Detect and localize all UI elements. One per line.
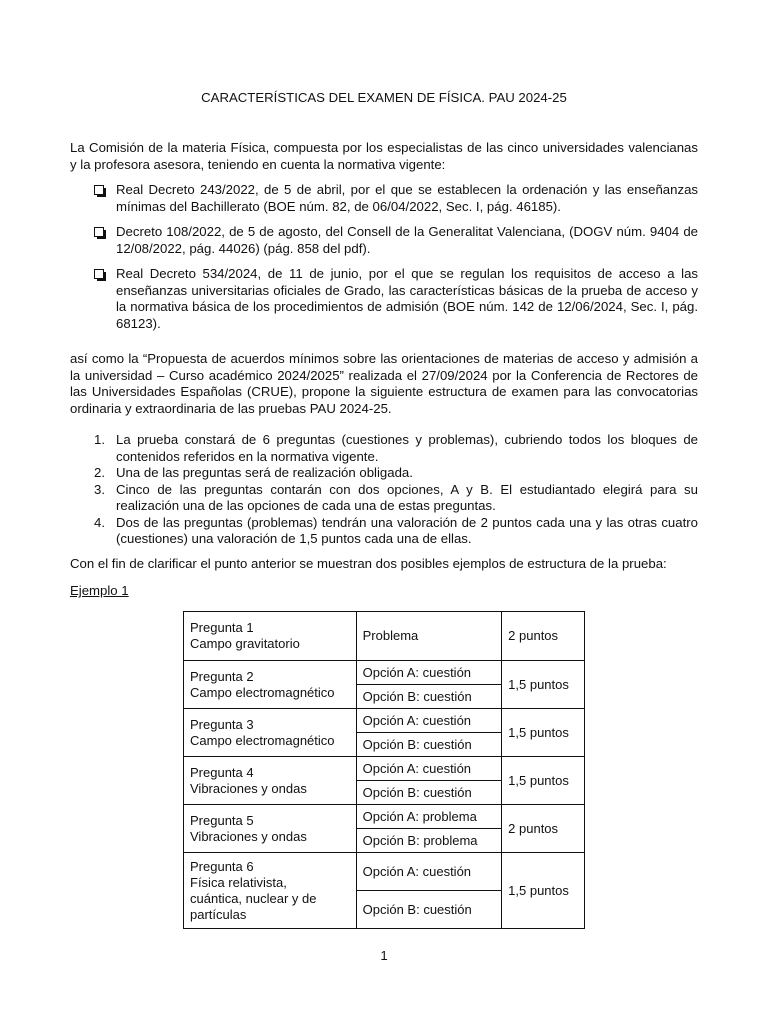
- table-row: [184, 612, 585, 661]
- option-b-cell: Opción B: problema: [356, 829, 502, 853]
- option-a-cell: Opción A: cuestión: [356, 757, 502, 781]
- question-cell: [184, 853, 357, 929]
- exam-structure-table: [183, 611, 585, 929]
- question-topic: Vibraciones y ondas: [190, 780, 307, 796]
- regulation-list: [94, 182, 698, 341]
- question-topic: cuántica, nuclear y de: [190, 890, 317, 906]
- list-item-text: Real Decreto 243/2022, de 5 de abril, por el que se establecen la ordenación y las enseñanzas mínimas del Bachillerato (BOE núm. 82, de 06/04/2022, Sec. I, pág. 46185).: [116, 182, 698, 214]
- option-b-cell: Opción B: cuestión: [356, 685, 502, 709]
- question-topic: Física relativista,: [190, 874, 287, 890]
- intro-paragraph: La Comisión de la materia Física, compuesta por los especialistas de las cinco universidades valencianas y la profesora asesora, teniendo en cuenta la normativa vigente:: [70, 140, 698, 172]
- question-cell: [184, 805, 357, 853]
- example-heading: Ejemplo 1: [70, 583, 129, 598]
- checkbox-bullet-icon: [94, 227, 104, 237]
- option-a-cell: Opción A: cuestión: [356, 661, 502, 685]
- question-cell: [184, 612, 357, 661]
- list-item: [94, 224, 698, 257]
- table-row: [184, 853, 585, 891]
- points-cell: 1,5 puntos: [502, 853, 585, 929]
- option-b-cell: Opción B: cuestión: [356, 733, 502, 757]
- list-number: 4.: [94, 514, 105, 530]
- type-cell: Problema: [356, 612, 502, 661]
- table-row: [184, 757, 585, 781]
- list-item: [94, 182, 698, 215]
- option-a-cell: Opción A: problema: [356, 805, 502, 829]
- list-item: [94, 465, 698, 482]
- question-topic: Vibraciones y ondas: [190, 828, 307, 844]
- table-row: [184, 661, 585, 685]
- points-cell: 1,5 puntos: [502, 757, 585, 805]
- checkbox-bullet-icon: [94, 269, 104, 279]
- option-b-cell: Opción B: cuestión: [356, 891, 502, 929]
- list-number: 1.: [94, 432, 105, 447]
- page-number: 1: [380, 948, 388, 963]
- option-a-cell: Opción A: cuestión: [356, 853, 502, 891]
- clarification-paragraph: Con el fin de clarificar el punto anterior se muestran dos posibles ejemplos de estructura de la prueba:: [70, 556, 667, 571]
- table-row: [184, 805, 585, 829]
- question-cell: [184, 757, 357, 805]
- question-number: Pregunta 4: [190, 764, 254, 780]
- checkbox-bullet-icon: [94, 185, 104, 195]
- question-number: Pregunta 5: [190, 812, 254, 828]
- question-topic: Campo electromagnético: [190, 684, 335, 700]
- list-number: 3.: [94, 481, 105, 497]
- question-number: Pregunta 3: [190, 716, 254, 732]
- list-item: [94, 515, 698, 548]
- list-item: [94, 432, 698, 465]
- list-item-text: Cinco de las preguntas contarán con dos opciones, A y B. El estudiantado elegirá para su realización una de las opciones de cada una de estas preguntas.: [116, 481, 698, 513]
- points-cell: 2 puntos: [502, 612, 585, 661]
- question-topic: Campo gravitatorio: [190, 636, 300, 651]
- list-item-text: Dos de las preguntas (problemas) tendrán una valoración de 2 puntos cada una y las otras cuatro (cuestiones) una valoración de 1,5 puntos cada una de ellas.: [116, 514, 698, 546]
- list-item: [94, 266, 698, 332]
- question-topic: Campo electromagnético: [190, 732, 335, 748]
- list-item-text: Real Decreto 534/2024, de 11 de junio, por el que se regulan los requisitos de acceso a las enseñanzas universitarias oficiales de Grado, las características básicas de la prueba de acceso y la normativa básica de los procedimientos de admisión (BOE núm. 142 de 12/06/2024, Sec. I, pág. 68123).: [116, 266, 698, 331]
- question-number: Pregunta 6: [190, 858, 254, 874]
- list-item: [94, 482, 698, 515]
- list-number: 2.: [94, 465, 105, 480]
- exam-structure-list: [94, 432, 698, 548]
- table-row: [184, 709, 585, 733]
- question-number: Pregunta 1: [190, 620, 254, 635]
- question-cell: [184, 709, 357, 757]
- proposal-paragraph: así como la “Propuesta de acuerdos mínimos sobre las orientaciones de materias de acceso y admisión a la universidad – Curso académico 2024/2025” realizada el 27/09/2024 por la Conferencia de Rectores de las Universidades Españolas (CRUE), propone la siguiente estructura de examen para las convocatorias ordinaria y extraordinaria de las pruebas PAU 2024-25.: [70, 351, 698, 416]
- question-topic: partículas: [190, 906, 247, 922]
- points-cell: 2 puntos: [502, 805, 585, 853]
- points-cell: 1,5 puntos: [502, 709, 585, 757]
- points-cell: 1,5 puntos: [502, 661, 585, 709]
- question-number: Pregunta 2: [190, 668, 254, 684]
- option-a-cell: Opción A: cuestión: [356, 709, 502, 733]
- option-b-cell: Opción B: cuestión: [356, 781, 502, 805]
- document-title: CARACTERÍSTICAS DEL EXAMEN DE FÍSICA. PAU 2024-25: [201, 90, 567, 105]
- list-item-text: Una de las preguntas será de realización obligada.: [116, 465, 413, 480]
- list-item-text: Decreto 108/2022, de 5 de agosto, del Consell de la Generalitat Valenciana, (DOGV núm. 9404 de 12/08/2022, pág. 44026) (pág. 858 del pdf).: [116, 224, 698, 256]
- question-cell: [184, 661, 357, 709]
- list-item-text: La prueba constará de 6 preguntas (cuestiones y problemas), cubriendo todos los bloques de contenidos referidos en la normativa vigente.: [116, 432, 698, 464]
